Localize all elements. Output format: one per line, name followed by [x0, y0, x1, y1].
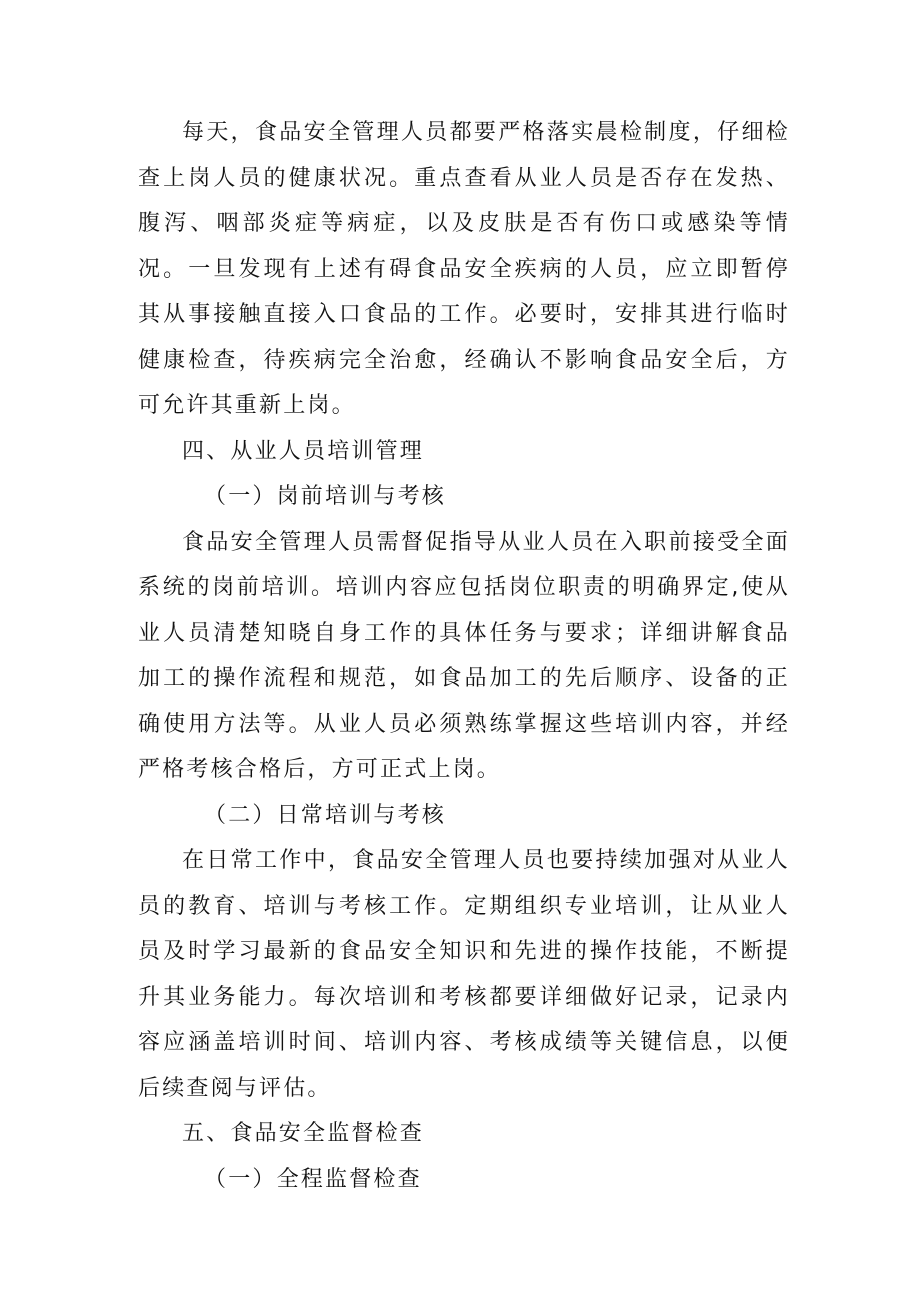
paragraph-daily-training: 在日常工作中，食品安全管理人员也要持续加强对从业人员的教育、培训与考核工作。定期组织专业培训，让从业人员及时学习最新的食品安全知识和先进的操作技能，不断提升其业务能力。每次培训和考核都要详细做好记录，记录内容应涵盖培训时间、培训内容、考核成绩等关键信息，以便后续查阅与评估。 [138, 848, 790, 1101]
section-heading-5: 五、食品安全监督检查 [182, 1121, 425, 1146]
section-heading-4: 四、从业人员培训管理 [182, 438, 425, 464]
paragraph-morning-check: 每天，食品安全管理人员都要严格落实晨检制度，仔细检查上岗人员的健康状况。重点查看从业人员是否存在发热、腹泻、咽部炎症等病症，以及皮肤是否有伤口或感染等情况。一旦发现有上述有碍食品安全疾病的人员，应立即暂停其从事接触直接入口食品的工作。必要时，安排其进行临时健康检查，待疾病完全治愈，经确认不影响食品安全后，方可允许其重新上岗。 [138, 120, 790, 418]
subsection-heading-full-supervision: （一）全程监督检查 [204, 1166, 422, 1192]
subsection-heading-daily-training: （二）日常培训与考核 [204, 802, 447, 828]
subsection-heading-pre-job-training: （一）岗前培训与考核 [204, 484, 447, 509]
paragraph-pre-job-training: 食品安全管理人员需督促指导从业人员在入职前接受全面系统的岗前培训。培训内容应包括岗位职责的明确界定,使从业人员清楚知晓自身工作的具体任务与要求；详细讲解食品加工的操作流程和规范，如食品加工的先后顺序、设备的正确使用方法等。从业人员必须熟练掌握这些培训内容，并经严格考核合格后，方可正式上岗。 [138, 529, 790, 782]
document-body [138, 110, 790, 1202]
